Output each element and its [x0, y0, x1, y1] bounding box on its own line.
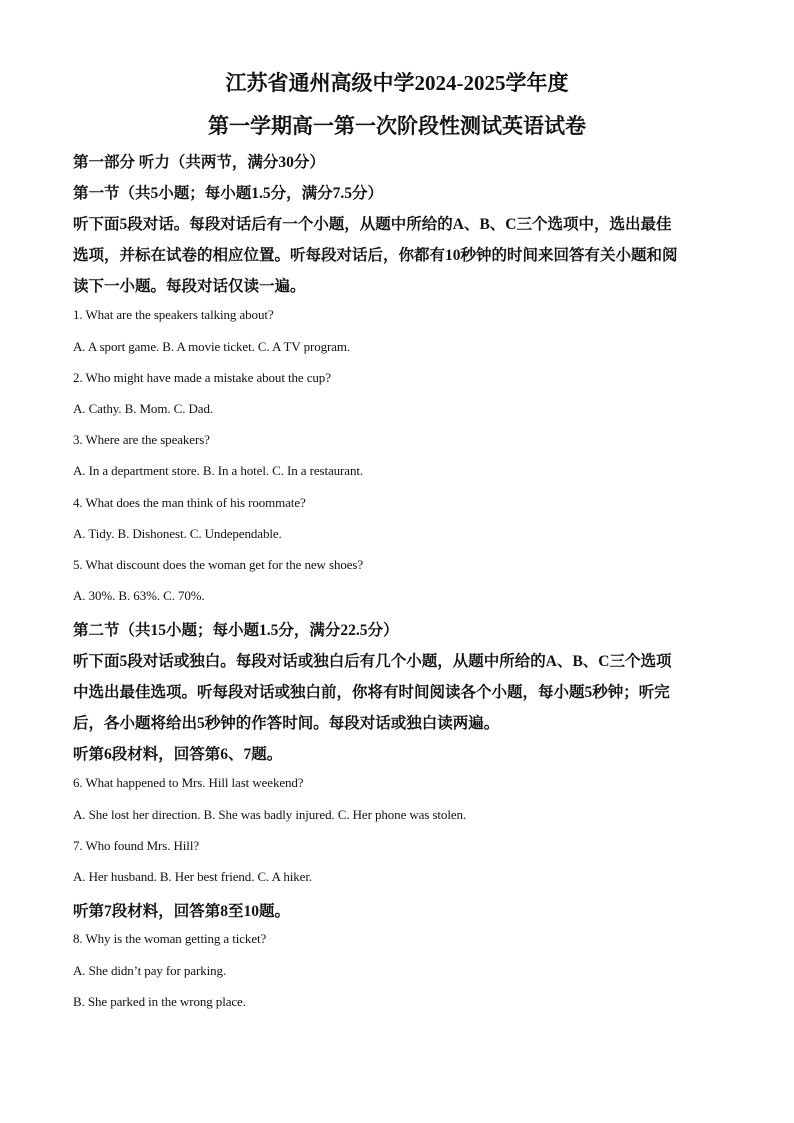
question-4: 4. What does the man think of his roommate? [73, 495, 306, 510]
part1-heading: 第一部分 听力（共两节，满分30分） [73, 154, 325, 171]
question-8-option-a: A. She didn’t pay for parking. [73, 963, 227, 978]
question-3-options: A. In a department store. B. In a hotel. C. In a restaurant. [73, 463, 364, 478]
question-7: 7. Who found Mrs. Hill? [73, 838, 200, 853]
question-2-options: A. Cathy. B. Mom. C. Dad. [73, 401, 214, 416]
section2-instruction-line: 后，各小题将给出5秒钟的作答时间。每段对话或独白读两遍。 [73, 715, 500, 732]
question-2: 2. Who might have made a mistake about the cup? [73, 370, 331, 385]
question-5: 5. What discount does the woman get for the new shoes? [73, 557, 364, 572]
question-8-option-b: B. She parked in the wrong place. [73, 994, 246, 1009]
section2-instruction-line: 中选出最佳选项。听每段对话或独白前，你将有时间阅读各个小题，每小题5秒钟；听完 [73, 684, 670, 701]
section1-heading: 第一节（共5小题；每小题1.5分，满分7.5分） [73, 185, 384, 202]
question-5-options: A. 30%. B. 63%. C. 70%. [73, 588, 205, 603]
section1-instruction-line: 听下面5段对话。每段对话后有一个小题，从题中所给的A、B、C三个选项中，选出最佳 [73, 216, 672, 233]
exam-title-line-2: 第一学期高一第一次阶段性测试英语试卷 [208, 114, 586, 138]
question-8: 8. Why is the woman getting a ticket? [73, 931, 267, 946]
exam-title-line-1: 江苏省通州高级中学2024-2025学年度 [225, 71, 569, 95]
section2-heading: 第二节（共15小题；每小题1.5分，满分22.5分） [73, 622, 399, 639]
question-6: 6. What happened to Mrs. Hill last weekend? [73, 775, 304, 790]
question-4-options: A. Tidy. B. Dishonest. C. Undependable. [73, 526, 282, 541]
question-3: 3. Where are the speakers? [73, 432, 210, 447]
section1-instruction-line: 选项，并标在试卷的相应位置。听每段对话后，你都有10秒钟的时间来回答有关小题和阅 [73, 247, 678, 264]
material-7-heading: 听第7段材料，回答第8至10题。 [73, 903, 291, 920]
material-6-heading: 听第6段材料，回答第6、7题。 [73, 746, 283, 763]
question-1-options: A. A sport game. B. A movie ticket. C. A TV program. [73, 339, 351, 354]
section2-instruction-line: 听下面5段对话或独白。每段对话或独白后有几个小题，从题中所给的A、B、C三个选项 [73, 653, 672, 670]
question-6-options: A. She lost her direction. B. She was badly injured. C. Her phone was stolen. [73, 807, 467, 822]
question-1: 1. What are the speakers talking about? [73, 307, 274, 322]
question-7-options: A. Her husband. B. Her best friend. C. A hiker. [73, 869, 313, 884]
section1-instruction-line: 读下一小题。每段对话仅读一遍。 [73, 278, 306, 295]
